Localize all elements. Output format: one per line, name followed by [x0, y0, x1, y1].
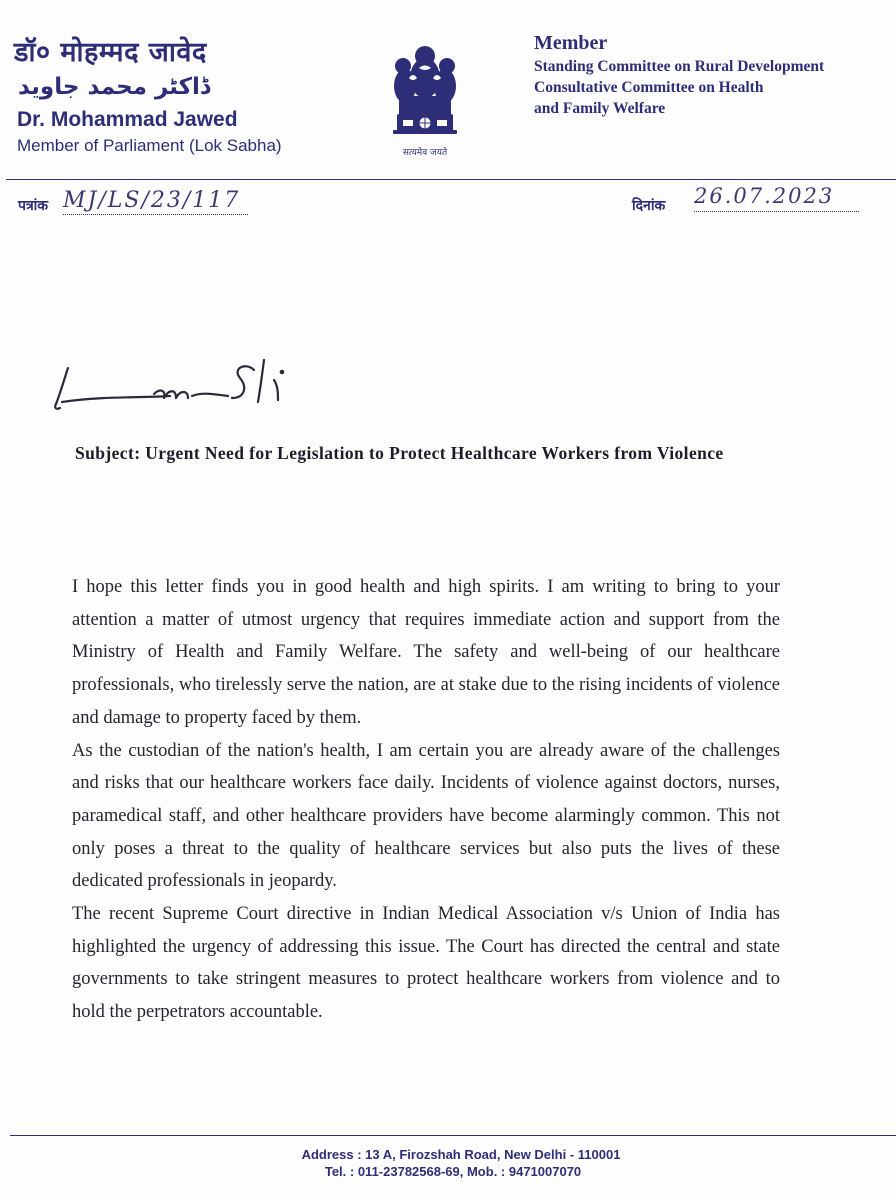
header-divider — [6, 179, 896, 180]
salutation-handwriting — [42, 346, 322, 416]
reference-label: पत्रांक — [18, 198, 49, 214]
handwritten-salutation — [42, 346, 322, 421]
reference-row — [18, 188, 241, 215]
footer-address: Address : 13 A, Firozshah Road, New Delhi - 110001 — [301, 1147, 621, 1162]
committee-line: and Family Welfare — [534, 100, 666, 117]
reference-number: MJ/LS/23/117 — [63, 188, 241, 213]
emblem-motto: सत्यमेव जयते — [402, 148, 448, 158]
body-paragraph: As the custodian of the nation's health, I am certain you are already aware of the challenges and risks that our healthcare workers face daily. Incidents of violence against doctors, nurses, paramedical staff, and other healthcare providers have become alarmingly common. This not only poses a threat to the quality of healthcare services but also puts the lives of these dedicated professionals in jeopardy. — [72, 740, 780, 892]
reference-dotted-line — [63, 214, 248, 215]
date-value: 26.07.2023 — [694, 184, 835, 208]
member-title: Member — [534, 32, 608, 54]
date-dotted-line — [694, 211, 859, 212]
name-urdu: ڈاکٹر محمد جاوید — [18, 74, 211, 100]
letter-subject: Subject: Urgent Need for Legislation to Protect Healthcare Workers from Violence — [75, 443, 724, 463]
footer-divider — [10, 1135, 896, 1136]
body-paragraph: I hope this letter finds you in good health and high spirits. I am writing to bring to your attention a matter of utmost urgency that requires immediate action and support from the Ministry of Health and Family Welfare. The safety and well-being of our healthcare professionals, who tirelessly serve the nation, are at stake due to the rising incidents of violence and damage to property faced by them. — [72, 577, 780, 728]
name-hindi: डॉ० मोहम्मद जावेद — [14, 37, 207, 68]
name-english: Dr. Mohammad Jawed — [17, 108, 238, 131]
letterhead-name-block — [14, 36, 282, 156]
committee-block — [534, 30, 824, 119]
ashoka-lion-emblem-icon — [383, 38, 467, 144]
state-emblem — [383, 38, 467, 158]
date-row — [632, 184, 835, 215]
footer-contact — [0, 1146, 896, 1180]
committee-line: Consultative Committee on Health — [534, 79, 764, 96]
position-title: Member of Parliament (Lok Sabha) — [17, 136, 282, 155]
body-paragraph: The recent Supreme Court directive in Indian Medical Association v/s Union of India has highlighted the urgency of addressing this issue. The Court has directed the central and state governments to take stringent measures to protect healthcare workers from violence and to hold the perpetrators accountable. — [72, 904, 780, 1023]
date-label: दिनांक — [632, 198, 666, 214]
letter-body — [72, 571, 780, 1029]
footer-phone: Tel. : 011-23782568-69, Mob. : 9471007070 — [324, 1164, 582, 1179]
committee-line: Standing Committee on Rural Development — [534, 58, 825, 75]
